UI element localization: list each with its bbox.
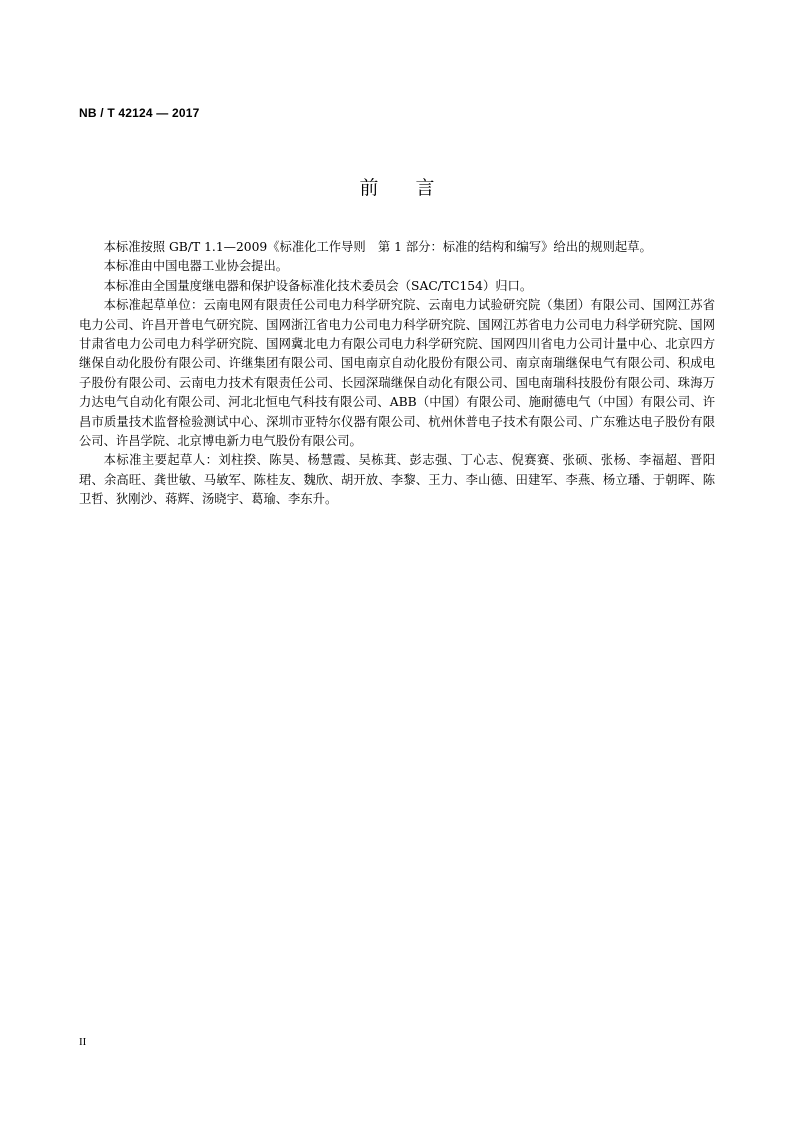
title-char-2: 言 [415, 177, 435, 199]
document-body [79, 238, 715, 510]
paragraph-drafting-units: 本标准起草单位：云南电网有限责任公司电力科学研究院、云南电力试验研究院（集团）有限公司、国网江苏省电力公司、许昌开普电气研究院、国网浙江省电力公司电力科学研究院、国网江苏省电力公司电力科学研究院、国网甘肃省电力公司电力科学研究院、国网冀北电力有限公司电力科学研究院、国网四川省电力公司计量中心、北京四方继保自动化股份有限公司、许继集团有限公司、国电南京自动化股份有限公司、南京南瑞继保电气有限公司、积成电子股份有限公司、云南电力技术有限责任公司、长园深瑞继保自动化有限公司、国电南瑞科技股份有限公司、珠海万力达电气自动化有限公司、河北北恒电气科技有限公司、ABB（中国）有限公司、施耐德电气（中国）有限公司、许昌市质量技术监督检验测试中心、深圳市亚特尔仪器有限公司、杭州休普电子技术有限公司、广东雅达电子股份有限公司、许昌学院、北京博电新力电气股份有限公司。 [79, 298, 715, 449]
paragraph-drafting-rules: 本标准按照 GB/T 1.1—2009《标准化工作导则 第 1 部分：标准的结构和编写》给出的规则起草。 [103, 240, 652, 254]
paragraph-main-drafters: 本标准主要起草人：刘柱揆、陈昊、杨慧霞、吴栋萁、彭志强、丁心志、倪赛赛、张硕、张杨、李福超、晋阳珺、余高旺、龚世敏、马敏军、陈桂友、魏欣、胡开放、李黎、王力、李山德、田建军、李燕、杨立璠、于朝晖、陈卫哲、狄刚沙、蒋辉、汤晓宇、葛瑜、李东升。 [79, 453, 715, 507]
paragraph-responsible-committee: 本标准由全国量度继电器和保护设备标准化技术委员会（SAC/TC154）归口。 [103, 278, 533, 293]
standard-number: NB / T 42124 — 2017 [79, 106, 200, 120]
paragraph-proposer: 本标准由中国电器工业协会提出。 [103, 259, 289, 274]
title-char-1: 前 [359, 177, 379, 199]
page-title [0, 173, 794, 200]
page-number: II [79, 1036, 87, 1048]
